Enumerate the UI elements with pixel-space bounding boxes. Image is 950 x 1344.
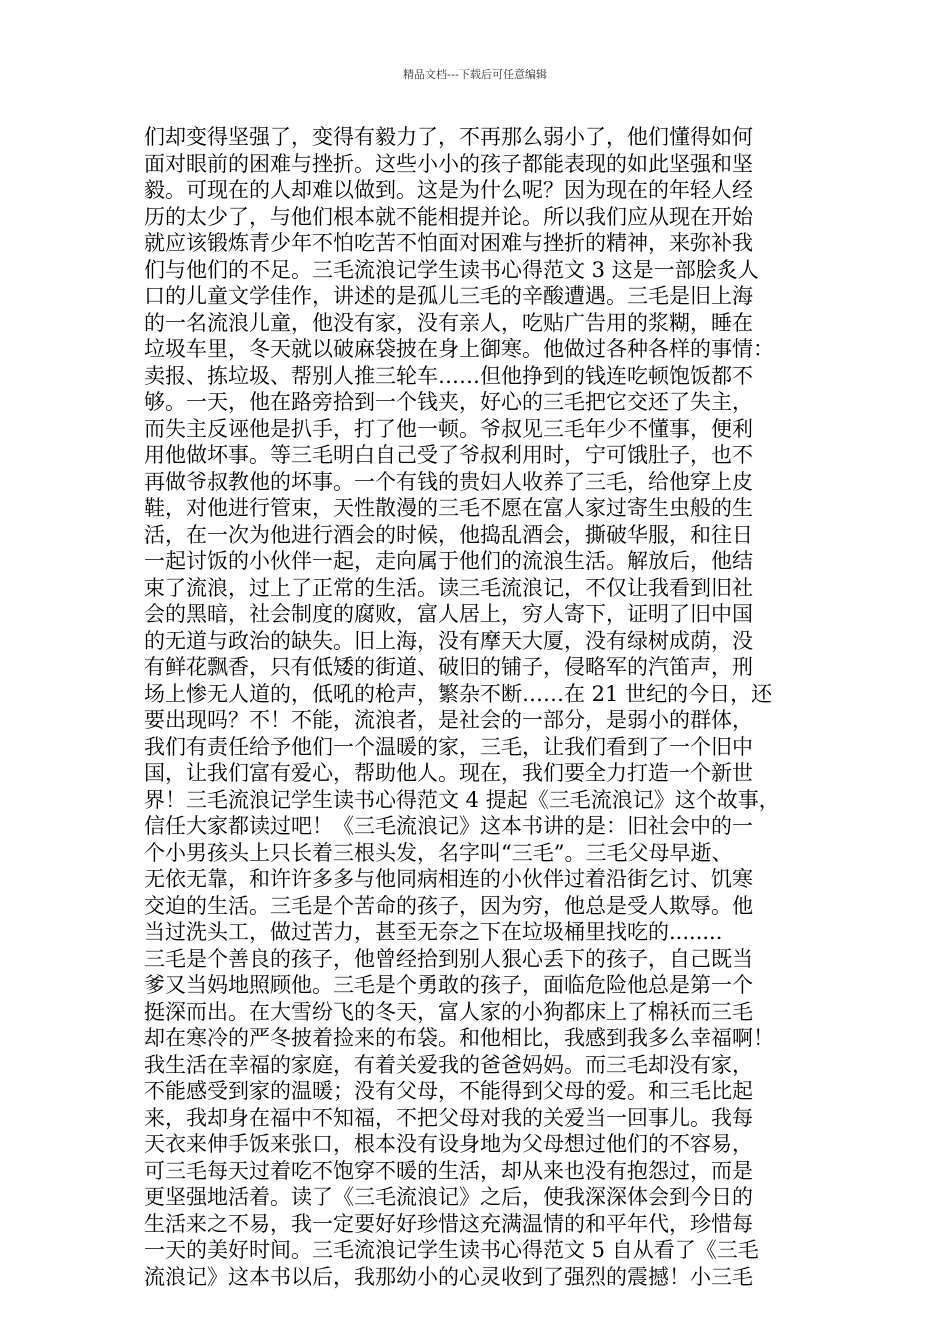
text-line: 卖报、拣垃圾、帮别人推三轮车……但他挣到的钱连吃顿饱饭都不 — [144, 363, 753, 388]
text-line: 的无道与政治的缺失。旧上海，没有摩天大厦，没有绿树成荫，没 — [144, 628, 753, 653]
text-line: 一天的美好时间。三毛流浪记学生读书心得范文 5 自从看了《三毛 — [144, 1238, 759, 1262]
text-line: 要出现吗？不！不能，流浪者，是社会的一部分，是弱小的群体， — [144, 708, 753, 732]
document-body — [144, 124, 824, 1290]
page-header: 精品文档---下载后可任意编辑 — [403, 68, 547, 81]
text-line: 挺深而出。在大雪纷飞的冬天，富人家的小狗都床上了棉袄而三毛 — [144, 999, 753, 1024]
text-line: 够。一天，他在路旁拾到一个钱夹，好心的三毛把它交还了失主， — [144, 390, 753, 414]
text-line: 用他做坏事。等三毛明白自己受了爷叔利用时，宁可饿肚子，也不 — [144, 443, 753, 467]
text-line: 不能感受到家的温暖；没有父母，不能得到父母的爱。和三毛比起 — [144, 1079, 753, 1103]
text-line: 毅。可现在的人却难以做到。这是为什么呢？因为现在的年轻人经 — [144, 178, 753, 202]
text-line: 历的太少了，与他们根本就不能相提并论。所以我们应从现在开始 — [144, 204, 753, 229]
text-line: 鞋，对他进行管束，天性散漫的三毛不愿在富人家过寄生虫般的生 — [144, 496, 753, 520]
text-line: 生活来之不易，我一定要好好珍惜这充满温情的和平年代，珍惜每 — [144, 1211, 753, 1236]
text-line: 会的黑暗，社会制度的腐败，富人居上，穷人寄下，证明了旧中国 — [144, 602, 753, 626]
text-line: 爹又当妈地照顾他。三毛是个勇敢的孩子，面临危险他总是第一个 — [144, 973, 753, 997]
text-line: 个小男孩头上只长着三根头发，名字叫“三毛”。三毛父母早逝、 — [144, 840, 733, 865]
text-line: 一起讨饭的小伙伴一起，走向属于他们的流浪生活。解放后，他结 — [144, 549, 753, 573]
text-line: 流浪记》这本书以后，我那幼小的心灵收到了强烈的震撼！小三毛 — [144, 1264, 753, 1289]
text-line: 面对眼前的困难与挫折。这些小小的孩子都能表现的如此坚强和坚 — [144, 151, 753, 176]
text-line: 却在寒冷的严冬披着捡来的布袋。和他相比，我感到我多么幸福啊！ — [144, 1026, 774, 1050]
text-line: 当过洗头工，做过苦力，甚至无奈之下在垃圾桶里找吃的........ — [144, 920, 723, 944]
text-line: 国，让我们富有爱心，帮助他人。现在，我们要全力打造一个新世 — [144, 761, 753, 785]
text-line: 口的儿童文学佳作，讲述的是孤儿三毛的辛酸遭遇。三毛是旧上海 — [144, 284, 753, 308]
text-line: 三毛是个善良的孩子，他曾经拾到别人狠心丢下的孩子，自己既当 — [144, 946, 753, 971]
text-line: 场上惨无人道的，低吼的枪声，繁杂不断……在 21 世纪的今日，还 — [144, 681, 773, 706]
text-line: 界！三毛流浪记学生读书心得范文 4 提起《三毛流浪记》这个故事， — [144, 787, 780, 812]
text-line: 的一名流浪儿童，他没有家，没有亲人，吃贴广告用的浆糊，睡在 — [144, 310, 753, 335]
text-line: 垃圾车里，冬天就以破麻袋披在身上御寒。他做过各种各样的事情： — [144, 337, 774, 361]
text-line: 再做爷叔教他的坏事。一个有钱的贵妇人收养了三毛，给他穿上皮 — [144, 469, 753, 494]
text-line: 无依无靠，和许许多多与他同病相连的小伙伴过着沿街乞讨、饥寒 — [144, 867, 753, 891]
text-line: 我生活在幸福的家庭，有着关爱我的爸爸妈妈。而三毛却没有家， — [144, 1052, 753, 1077]
text-line: 我们有责任给予他们一个温暖的家，三毛，让我们看到了一个旧中 — [144, 734, 753, 759]
text-line: 信任大家都读过吧！《三毛流浪记》这本书讲的是：旧社会中的一 — [144, 814, 753, 838]
text-line: 活，在一次为他进行酒会的时候，他捣乱酒会，撕破华服，和往日 — [144, 522, 753, 547]
text-line: 交迫的生活。三毛是个苦命的孩子，因为穷，他总是受人欺辱。他 — [144, 893, 753, 918]
text-line: 们与他们的不足。三毛流浪记学生读书心得范文 3 这是一部脍炙人 — [144, 257, 759, 282]
text-line: 可三毛每天过着吃不饱穿不暖的生活，却从来也没有抱怨过，而是 — [144, 1158, 753, 1183]
text-line: 来，我却身在福中不知福，不把父母对我的关爱当一回事儿。我每 — [144, 1105, 753, 1130]
text-line: 天衣来伸手饭来张口，根本没有设身地为父母想过他们的不容易， — [144, 1132, 753, 1156]
text-line: 束了流浪，过上了正常的生活。读三毛流浪记，不仅让我看到旧社 — [144, 575, 753, 600]
text-line: 更坚强地活着。读了《三毛流浪记》之后，使我深深体会到今日的 — [144, 1185, 753, 1209]
text-line: 就应该锻炼青少年不怕吃苦不怕面对困难与挫折的精神，来弥补我 — [144, 231, 753, 255]
text-line: 们却变得坚强了，变得有毅力了，不再那么弱小了，他们懂得如何 — [144, 125, 753, 149]
text-line: 有鲜花飘香，只有低矮的街道、破旧的铺子，侵略军的汽笛声，刑 — [144, 655, 753, 679]
text-line: 而失主反诬他是扒手，打了他一顿。爷叔见三毛年少不懂事，便利 — [144, 416, 753, 441]
